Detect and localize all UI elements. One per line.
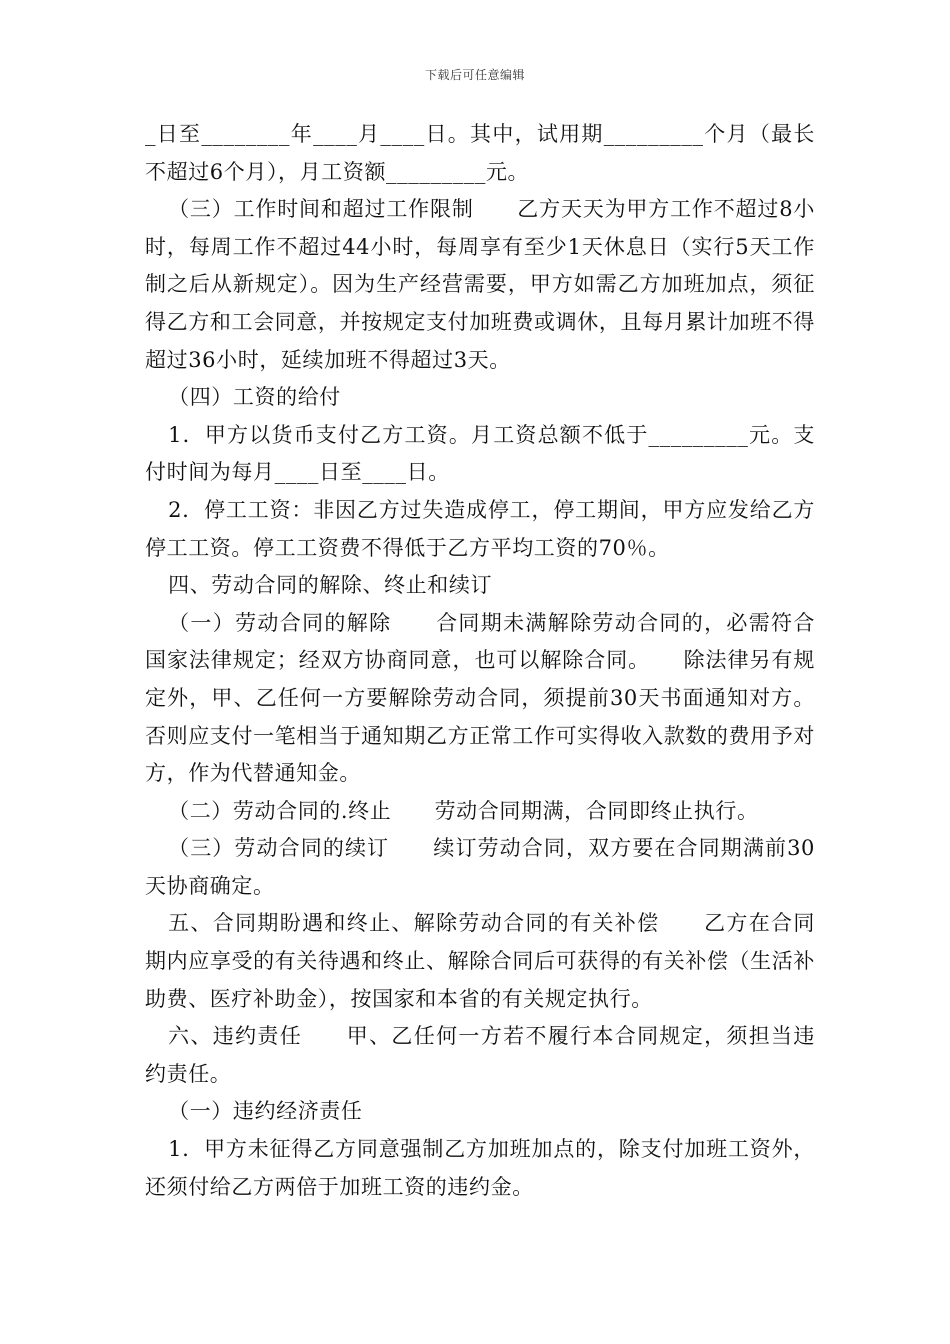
page-header-note: 下载后可任意编辑	[424, 68, 525, 82]
paragraph-economic-liability-1: 1．甲方未征得乙方同意强制乙方加班加点的，除支付加班工资外，还须付给乙方两倍于加班工资的违约金。	[145, 1137, 815, 1199]
paragraph-contract-dissolution: （一）劳动合同的解除 合同期未满解除劳动合同的，必需符合国家法律规定；经双方协商同意，也可以解除合同。 除法律另有规定外，甲、乙任何一方要解除劳动合同，须提前30天书面通知对方。否则应支付一笔相当于通知期乙方正常工作可实得收入款数的费用予对方，作为代替通知金。	[145, 610, 815, 786]
heading-wage-payment: （四）工资的给付	[168, 385, 341, 410]
paragraph-compensation: 五、合同期盼遇和终止、解除劳动合同的有关补偿 乙方在合同期内应享受的有关待遇和终止、解除合同后可获得的有关补偿（生活补助费、医疗补助金），按国家和本省的有关规定执行。	[145, 911, 815, 1011]
paragraph-working-hours: （三）工作时间和超过工作限制 乙方天天为甲方工作不超过8小时，每周工作不超过44小时，每周享有至少1天休息日（实行5天工作制之后从新规定）。因为生产经营需要，甲方如需乙方加班加点，须征得乙方和工会同意，并按规定支付加班费或调休，且每月累计加班不得超过36小时，延续加班不得超过3天。	[145, 197, 815, 372]
paragraph-wage-payment-1: 1．甲方以货币支付乙方工资。月工资总额不低于_________元。支付时间为每月____日至____日。	[145, 422, 815, 485]
heading-contract-termination: 四、劳动合同的解除、终止和续订	[168, 573, 493, 598]
paragraph-breach-liability: 六、违约责任 甲、乙任何一方若不履行本合同规定，须担当违约责任。	[145, 1024, 815, 1086]
document-body	[145, 116, 815, 1206]
paragraph-contract-renewal: （三）劳动合同的续订 续订劳动合同，双方要在合同期满前30天协商确定。	[145, 836, 815, 898]
paragraph-wage-payment-2: 2．停工工资：非因乙方过失造成停工，停工期间，甲方应发给乙方停工工资。停工工资费不得低于乙方平均工资的70％。	[145, 497, 815, 560]
paragraph-contract-end: （二）劳动合同的.终止 劳动合同期满，合同即终止执行。	[168, 798, 759, 823]
paragraph-probation-wage: _日至________年____月____日。其中，试用期_________个月（最长不超过6个月），月工资额_________元。	[145, 122, 815, 184]
heading-economic-liability: （一）违约经济责任	[168, 1099, 363, 1124]
